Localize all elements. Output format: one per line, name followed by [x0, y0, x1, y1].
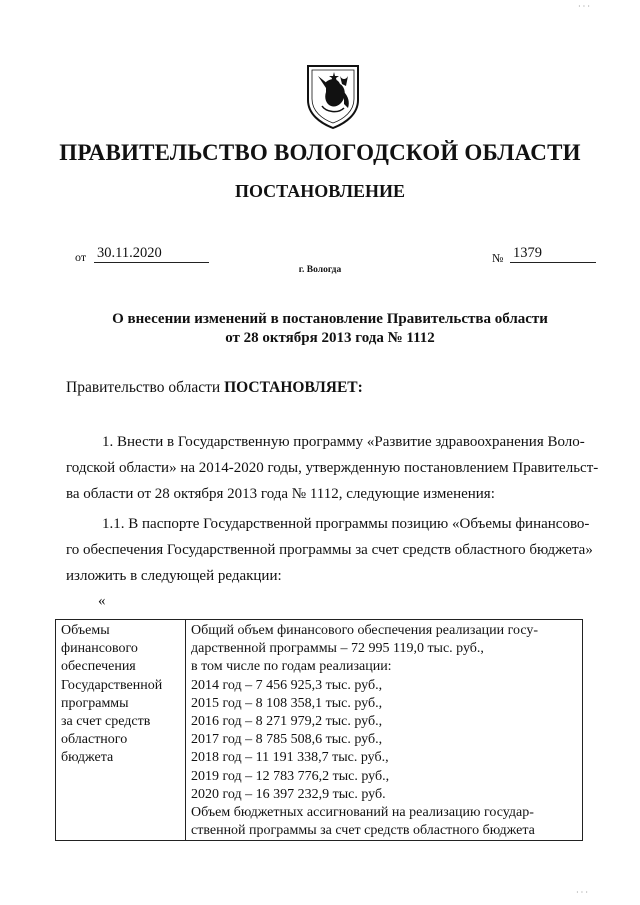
cell-line: 2016 год – 8 271 979,2 тыс. руб., — [191, 714, 383, 730]
cell-line: Объем бюджетных ассигнований на реализацию государ- — [191, 805, 534, 821]
cell-line: финансового — [61, 641, 138, 657]
table-row — [56, 620, 583, 841]
cell-line: 2018 год – 11 191 338,7 тыс. руб., — [191, 750, 389, 766]
scan-marks-top: · · · — [578, 2, 590, 11]
cell-line: в том числе по годам реализации: — [191, 659, 392, 675]
cell-line: Общий объем финансового обеспечения реализации госу- — [191, 623, 539, 638]
passport-table — [55, 619, 583, 841]
document-type: ПОСТАНОВЛЕНИЕ — [234, 181, 406, 201]
document-date: 30.11.2020 — [94, 244, 209, 263]
cell-line: бюджета — [61, 750, 114, 766]
quote-open: « — [98, 593, 106, 609]
cell-line: программы — [61, 695, 129, 711]
document-number: 1379 — [510, 244, 596, 263]
subject-line: от 28 октября 2013 года № 1112 — [225, 330, 435, 346]
resolve-word: ПОСТАНОВЛЯЕТ: — [224, 379, 363, 396]
date-label: от — [75, 250, 87, 264]
cell-line: 2014 год – 7 456 925,3 тыс. руб., — [191, 677, 383, 693]
paragraph-line: 1.1. В паспорте Государственной программы позицию «Объемы финансово- — [102, 516, 590, 532]
paragraph-line: годской области» на 2014-2020 годы, утвержденную постановлением Правительст- — [66, 460, 599, 476]
resolve-prefix: Правительство области — [66, 379, 225, 396]
cell-line: за счет средств — [61, 714, 151, 730]
paragraph-line: изложить в следующей редакции: — [66, 568, 282, 584]
paragraph-line: го обеспечения Государственной программы за счет средств областного бюджета» — [66, 542, 593, 558]
cell-line: областного — [61, 732, 128, 748]
city: г. Вологда — [298, 265, 342, 275]
resolve-statement — [66, 377, 363, 399]
cell-line: 2017 год – 8 785 508,6 тыс. руб., — [191, 732, 383, 748]
cell-line: дарственной программы – 72 995 119,0 тыс. руб., — [191, 641, 484, 657]
number-label: № — [492, 251, 504, 265]
cell-line: 2020 год – 16 397 232,9 тыс. руб. — [191, 786, 386, 802]
subject-line: О внесении изменений в постановление Правительства области — [112, 311, 548, 327]
paragraph-line: ва области от 28 октября 2013 года № 1112, следующие изменения: — [66, 486, 495, 502]
document-subject — [80, 310, 580, 348]
cell-line: Государственной — [61, 677, 163, 693]
cell-line: обеспечения — [61, 659, 136, 675]
cell-line: ственной программы за счет средств областного бюджета — [191, 823, 535, 839]
paragraph-2 — [66, 513, 593, 587]
cell-line: Объемы — [61, 623, 110, 638]
cell-line: 2015 год – 8 108 358,1 тыс. руб., — [191, 695, 383, 711]
table-cell-label — [56, 620, 186, 841]
paragraph-line: 1. Внести в Государственную программу «Развитие здравоохранения Воло- — [102, 434, 585, 450]
organization-title: ПРАВИТЕЛЬСТВО ВОЛОГОДСКОЙ ОБЛАСТИ — [59, 140, 581, 165]
coat-of-arms-icon — [304, 62, 362, 130]
cell-line: 2019 год – 12 783 776,2 тыс. руб., — [191, 768, 390, 784]
table-cell-value — [186, 620, 583, 841]
paragraph-1 — [66, 431, 599, 505]
scan-marks-bottom: · · · — [576, 888, 588, 897]
